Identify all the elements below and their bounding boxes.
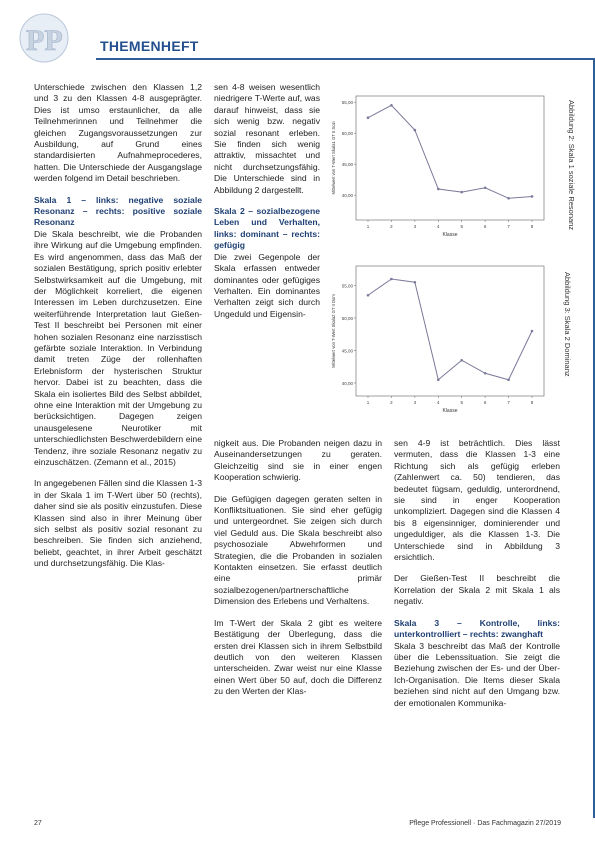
plot-area — [356, 96, 544, 220]
section-heading: Skala 3 – Kontrolle, links: unterkontrolliert – rechts: zwanghaft — [394, 617, 560, 640]
x-tick-label: 2 — [390, 400, 393, 405]
column-1 — [34, 82, 202, 580]
data-point — [437, 188, 440, 191]
column-2-lower — [214, 438, 382, 708]
logo-text: PP — [26, 24, 63, 57]
x-tick-label: 8 — [530, 224, 534, 229]
x-tick-label: 3 — [413, 400, 417, 405]
x-axis-label: Klasse — [442, 232, 458, 238]
data-point — [390, 104, 393, 107]
y-axis-label: Mittelwert von T-Wert Skala2 GT II Dom — [331, 294, 336, 368]
x-tick-label: 6 — [483, 400, 487, 405]
data-point — [531, 330, 534, 333]
y-tick-label: 50,00 — [341, 316, 353, 321]
paragraph: Der Gießen-Test II beschreibt die Korrelation der Skala 2 mit Skala 1 als negativ. — [394, 573, 560, 607]
x-tick-label: 1 — [366, 400, 370, 405]
paragraph: In angegebenen Fällen sind die Klassen 1-3 in der Skala 1 im T-Wert über 50 (rechts), daher sind sie als positiv einzustufen. Diese Klassen sind also in ihrer Meinung über sich selbst als positiv sozial resonant zu beschreiben. Sie finden sich anziehend, beliebt, geachtet, in ihrer Arbeit geschätzt und durchsetzungsfähig. Die Klas- — [34, 478, 202, 569]
x-tick-label: 1 — [366, 224, 370, 229]
figure-caption-3: Abbildung 3: Skala 2 Dominanz — [563, 272, 572, 377]
figure-caption-2: Abbildung 2: Skala 1 soziale Resonanz — [567, 100, 576, 231]
y-tick-label: 55,00 — [341, 100, 353, 106]
pp-logo — [14, 12, 86, 70]
paragraph: Die Skala beschreibt, wie die Probanden ihre Wirkung auf die Umgebung empfinden. Es wird angenommen, dass das Maß der sozialen Bestätigung, sprich positiv erlebter Selbstwirksamkeit auf die Umgebung, mit der Möglichkeit korreliert, die eigenen Interessen im Leben durchzusetzen. Eine weiterführende Interpretation laut Gießen-Test II beschreibt bei Personen mit einer hohen sozialen Resonanz eine narzisstisch gefärbte soziale Interaktion. In Verbindung damit treten Züge der rollenhaften Erlebnisform der hysterischen Struktur hervor. Dabei ist zu beachten, dass die Skala ein isoliertes Bild des Selbst abbildet, ohne eine Interaktion mit der Umgebung zu berücksichtigen. Dagegen zeigen unausgelesene Neurotiker mit unterschiedlichsten Beschwerdebildern eine Tendenz, ihre soziale Resonanz negativ zu einzuschätzen. (Zemann et al., 2015) — [34, 228, 202, 467]
data-point — [460, 359, 463, 362]
y-tick-label: 55,00 — [341, 283, 353, 289]
data-point — [460, 191, 463, 194]
data-point — [437, 378, 440, 381]
data-point — [507, 197, 510, 200]
plot-area — [356, 266, 544, 396]
section-heading: Skala 1 – links: negative soziale Resonanz – rechts: positive soziale Resonanz — [34, 194, 202, 228]
paragraph: sen 4-9 ist beträchtlich. Dies lässt vermuten, dass die Klassen 1-3 eine Richtung sich als gefügig erleben (Zahlenwert ca. 50) tendieren, das bedeutet fügsam, geduldig, unterordnend, sie sind in enger Kooperation unkompliziert. Dagegen sind die Klassen 4 bis 8 eigensinniger, dominierender und ungeduldiger, als die Klassen 1-3. Die Unterschiede sind in Abbildung 3 ersichtlich. — [394, 438, 560, 563]
data-point — [484, 186, 487, 189]
paragraph: Skala 3 beschreibt das Maß der Kontrolle über die Lebenssituation. Sie zeigt die Beziehung zwischen der Es- und der Über-Ich-Organisation. Die Items dieser Skala beziehen sind nicht auf den Umgang bzw. der emotionalen Kommunika- — [394, 640, 560, 708]
data-point — [414, 281, 417, 284]
x-tick-label: 7 — [507, 224, 510, 229]
line-chart-skala1 — [326, 90, 558, 242]
data-point — [367, 294, 370, 297]
data-point — [507, 378, 510, 381]
x-tick-label: 4 — [437, 400, 440, 405]
x-tick-label: 7 — [507, 400, 510, 405]
x-tick-label: 2 — [390, 224, 393, 229]
y-tick-label: 45,00 — [341, 348, 353, 354]
line-chart-skala2 — [326, 260, 558, 418]
column-2 — [214, 82, 320, 330]
page-title: THEMENHEFT — [100, 38, 199, 54]
y-tick-label: 40,00 — [341, 193, 353, 199]
paragraph: Im T-Wert der Skala 2 gibt es weitere Bestätigung der Überlegung, dass die ersten drei Klassen sich in ihrem Selbstbild deutlich von den weiteren Klassen unterscheiden. Zwar weist nur eine Klasse einen Wert über 50 auf, doch die Differenz zu den Werten der Klas- — [214, 617, 382, 697]
y-tick-label: 45,00 — [341, 162, 353, 168]
paragraph: Unterschiede zwischen den Klassen 1,2 und 3 zu den Klassen 4-8 ausgeprägter. Dies ist umso erstaunlicher, da alle Teilnehmerinnen und Teilnehmer die gleichen Zugangsvoraussetzungen zur Ausbildung, auf Grund eines standardisierten Aufnahmeprocederes, hatten. Die Unterschiede der Ausgangslage werden folgend im Detail beschrieben. — [34, 82, 202, 184]
x-tick-label: 5 — [460, 400, 463, 405]
x-tick-label: 3 — [413, 224, 417, 229]
data-point — [414, 129, 417, 132]
footer-source: Pflege Professionell · Das Fachmagazin 27/2019 — [409, 820, 561, 827]
y-tick-label: 50,00 — [341, 131, 353, 137]
header-divider — [96, 58, 595, 60]
paragraph: sen 4-8 weisen wesentlich niedrigere T-Werte auf, was darauf hinweist, dass sie sich wenig bzw. negativ sozial resonant erleben. Sie finden sich wenig attraktiv, missachtet und nicht durchsetzungsfähig. Die Unterschiede sind in Abbildung 2 dargestellt. — [214, 82, 320, 195]
paragraph: nigkeit aus. Die Probanden neigen dazu in Auseinandersetzungen zu geraten. Gleichzeitig sind sie in einer engen Kooperation schwierig. — [214, 438, 382, 483]
paragraph: Die zwei Gegenpole der Skala erfassen entweder dominantes oder gefügiges Verhalten. Ein dominantes Verhalten zeigt sich durch Ungeduld und Eigensin- — [214, 251, 320, 319]
x-axis-label: Klasse — [442, 408, 458, 414]
y-axis-label: Mittelwert von T-Wert Skala1 GT II Sozi — [331, 121, 336, 195]
x-tick-label: 8 — [530, 400, 534, 405]
y-tick-label: 40,00 — [341, 381, 353, 386]
x-tick-label: 4 — [437, 224, 440, 229]
page-number: 27 — [34, 820, 42, 827]
column-3 — [394, 438, 560, 719]
x-tick-label: 5 — [460, 224, 463, 229]
x-tick-label: 6 — [483, 224, 487, 229]
section-heading: Skala 2 – sozialbezogene Leben und Verhalten, links: dominant – rechts: gefügig — [214, 206, 320, 251]
data-point — [367, 116, 370, 119]
data-point — [531, 195, 534, 198]
paragraph: Die Gefügigen dagegen geraten selten in Konfliktsituationen. Sie sind eher gefügig und untergeordnet. Sie zeigen sich durch viel Geduld aus. Die Skala beschreibt also psychosoziale Abwehrformen und Strategien, die die Probanden in sozialen Kontakten einsetzen. Sie erfasst deutlich eine primär sozialbezogenen/partnerschaftliche Dimension des Erlebens und Verhaltens. — [214, 493, 382, 607]
data-point — [484, 372, 487, 375]
data-point — [390, 278, 393, 281]
